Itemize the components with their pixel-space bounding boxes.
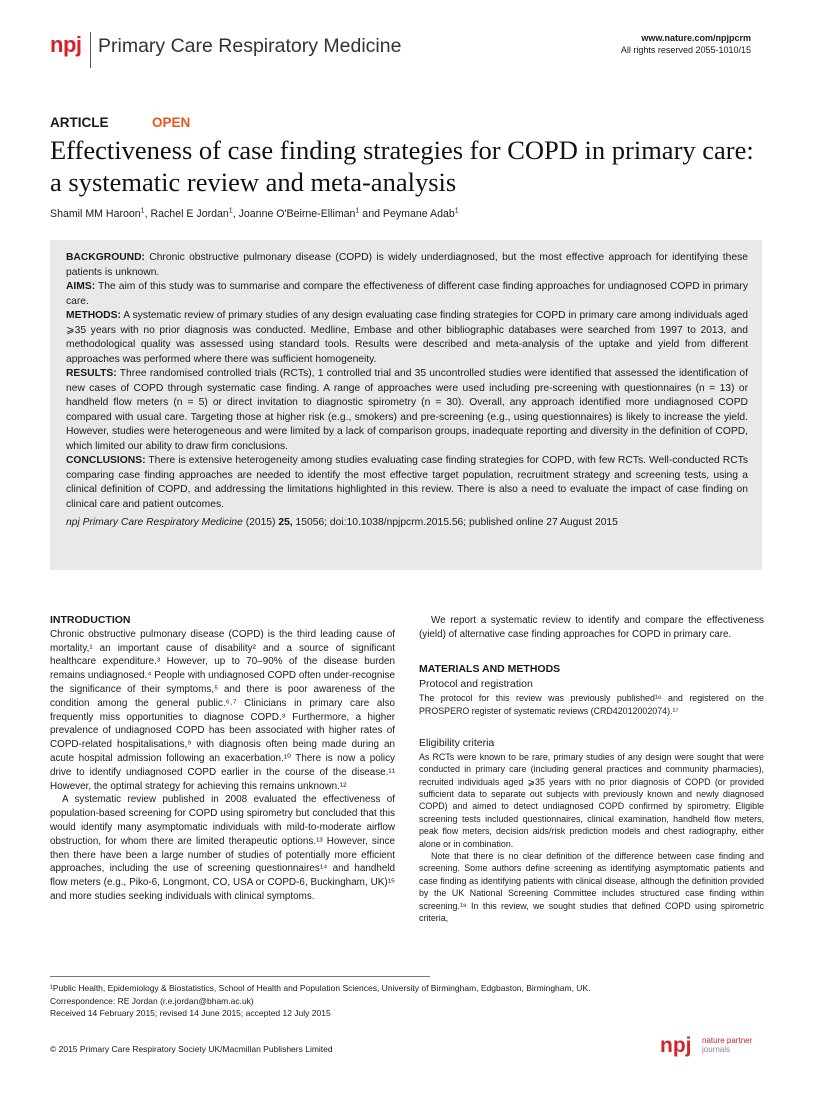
article-title: Effectiveness of case finding strategies for COPD in primary care: a systematic review and meta-analysis — [50, 135, 754, 197]
intro-paragraph-1: Chronic obstructive pulmonary disease (COPD) is the third leading cause of mortality,¹ an important cause of disability² and a source of significant healthcare expenditure.³ However, up to 70–90% of the disease burden remains undiagnosed.⁴ People with undiagnosed COPD often under-recognise the significance of their symptoms,⁵ and there is poor awareness of the condition among the general public.⁶˒⁷ Clinicians in primary care also frequently miss opportunities to diagnose COPD.⁸ Furthermore, a higher prevalence of undiagnosed COPD has been associated with higher rates of COPD-related hospitalisations,⁹ with diagnosis often being made during an acute hospital admission following an exacerbation.¹⁰ There is now a policy drive to identify undiagnosed COPD earlier in the course of the disease.¹¹ However, the optimal strategy for achieving this remains unknown.¹² — [50, 628, 395, 792]
journals-text: journals — [702, 1045, 731, 1054]
article-type-label: ARTICLE — [50, 115, 109, 130]
affiliation-note: ¹Public Health, Epidemiology & Biostatistics, School of Health and Population Sciences, University of Birmingham, Edgbaston, Birmingham, UK. — [50, 983, 591, 993]
author-separator: , — [144, 208, 151, 220]
footnote-divider — [50, 976, 430, 977]
footer-partner-label — [702, 1036, 752, 1054]
correspondence-note: Correspondence: RE Jordan (r.e.jordan@bham.ac.uk) — [50, 995, 254, 1006]
abstract-results — [66, 367, 748, 454]
results-label: RESULTS: — [66, 368, 117, 379]
background-text: Chronic obstructive pulmonary disease (COPD) is widely underdiagnosed, but the most effective approach for identifying these patients is unknown. — [66, 252, 748, 278]
conclusions-label: CONCLUSIONS: — [66, 455, 146, 466]
eligibility-paragraph-1: As RCTs were known to be rare, primary studies of any design were sought that were conducted in primary care (including general practices and community pharmacies), recruited individuals aged ⩾35 years with no prior diagnosis of COPD (or provided sufficient data to separate out subjects with previously known and newly diagnosed COPD) and aimed to detect undiagnosed COPD confirmed by spirometry. Eligible screening tests included questionnaires, clinical examination, handheld flow meters, peak flow meters, decision aids/risk prediction models and chest radiography, either alone or in combination. — [419, 751, 764, 849]
citation-details: 15056; doi:10.1038/npjpcrm.2015.56; published online 27 August 2015 — [295, 517, 618, 528]
author: Rachel E Jordan — [150, 208, 229, 220]
author-separator: , — [232, 208, 239, 220]
logo-divider — [90, 32, 91, 68]
author-affiliation: 1 — [355, 207, 360, 215]
eligibility-heading: Eligibility criteria — [419, 737, 495, 749]
results-text: Three randomised controlled trials (RCTs), 1 controlled trial and 35 uncontrolled studies were identified that assessed the identification of new cases of COPD through systematic case finding. A range of approaches were used including pre-screening with questionnaires (n = 13) or handheld flow meters (n = 5) or direct invitation to diagnostic spirometry (n = 30). Overall, any approach identified more undiagnosed COPD compared with usual care. Targeting those at higher risk (e.g., smokers) and pre-screening (e.g., using questionnaires) is likely to increase the yield. However, studies were heterogeneous and were limited by a lack of comparison groups, inadequate reporting and diversity in the definition of COPD, which limited our ability to draw firm conclusions. — [66, 368, 748, 452]
footnotes — [50, 982, 770, 1020]
author: Shamil MM Haroon — [50, 208, 141, 220]
background-label: BACKGROUND: — [66, 252, 145, 263]
footer-npj-logo: npj — [660, 1034, 692, 1057]
author-affiliation: 1 — [140, 207, 145, 215]
protocol-heading: Protocol and registration — [419, 678, 533, 691]
aims-text: The aim of this study was to summarise and compare the effectiveness of different case finding approaches for undiagnosed COPD in primary care. — [66, 281, 748, 307]
abstract-aims — [66, 280, 748, 309]
abstract-methods — [66, 309, 748, 367]
citation-journal: npj Primary Care Respiratory Medicine — [66, 517, 243, 528]
author-affiliation: 1 — [454, 207, 459, 215]
author-list — [50, 208, 459, 220]
copyright: © 2015 Primary Care Respiratory Society UK/Macmillan Publishers Limited — [50, 1044, 333, 1054]
right-column — [419, 614, 764, 924]
abstract-conclusions — [66, 454, 748, 512]
protocol-paragraph: The protocol for this review was previously published¹⁶ and registered on the PROSPERO register of systematic reviews (CRD42012002074).¹⁷ — [419, 693, 764, 716]
author: Peymane Adab — [382, 208, 455, 220]
rights-statement: All rights reserved 2055-1010/15 — [620, 45, 751, 55]
journal-name: Primary Care Respiratory Medicine — [98, 35, 402, 57]
citation-line — [66, 516, 748, 531]
author: Joanne O'Beirne-Elliman — [238, 208, 356, 220]
methods-heading: MATERIALS AND METHODS — [419, 662, 561, 675]
methods-text: A systematic review of primary studies of any design evaluating case finding strategies for COPD in primary care among individuals aged ⩾35 years with no prior diagnosis was conducted. Medline, Embase and other bibliographic databases were searched from 1997 to 2013, and methodological quality was assessed using standard tools. Results were described and meta-analysis of the uptake and yield from different approaches was performed where there was sufficient homogeneity. — [66, 310, 748, 365]
eligibility-paragraph-2: Note that there is no clear definition of the difference between case finding and screening. Some authors define screening as identifying asymptomatic patients and case finding as identifying patients with clinical disease, although the definition provided by the UK National Screening Committee includes structured case finding within screening.¹⁸ In this review, we sought studies that defined COPD using spirometric criteria, — [419, 851, 764, 924]
intro-paragraph-2: A systematic review published in 2008 evaluated the effectiveness of population-based screening for COPD using spirometry but concluded that this would identify many asymptomatic individuals with mild-to-moderate airflow obstruction, for whom there are limited therapeutic options.¹³ However, since then there have been a large number of studies of potentially more efficient approaches, including the use of screening questionnaires¹⁴ and handheld flow meters (e.g., Piko-6, Longmont, CO, USA or COPD-6, Buckingham, UK)¹⁵ and more studies seeking individuals with clinical symptoms. — [50, 794, 395, 902]
author-separator: and — [359, 208, 383, 220]
citation-year: (2015) — [245, 517, 276, 528]
journal-url[interactable]: www.nature.com/npjpcrm — [641, 33, 751, 43]
citation-volume: 25, — [278, 517, 293, 528]
aims-label: AIMS: — [66, 281, 96, 292]
introduction-heading: INTRODUCTION — [50, 614, 131, 626]
methods-label: METHODS: — [66, 310, 121, 321]
dates-note: Received 14 February 2015; revised 14 June 2015; accepted 12 July 2015 — [50, 1008, 331, 1018]
npj-logo: npj — [50, 32, 82, 57]
abstract-box — [50, 240, 762, 570]
open-access-label: OPEN — [152, 115, 191, 130]
nature-partner-text: nature partner — [702, 1036, 753, 1045]
conclusions-text: There is extensive heterogeneity among studies evaluating case finding strategies for COPD, with few RCTs. Well-conducted RCTs comparing case finding approaches are needed to identify the most effective target population, recruitment strategy and screening tests, using a clinical definition of COPD, and addressing the limitations highlighted in this review. There is also a need to evaluate the impact of case finding on clinical care and patient outcomes. — [66, 455, 748, 510]
intro-paragraph-3: We report a systematic review to identify and compare the effectiveness (yield) of alternative case finding approaches for COPD in primary care. — [419, 615, 764, 640]
abstract-background — [66, 251, 748, 280]
author-affiliation: 1 — [228, 207, 233, 215]
left-column — [50, 614, 395, 904]
